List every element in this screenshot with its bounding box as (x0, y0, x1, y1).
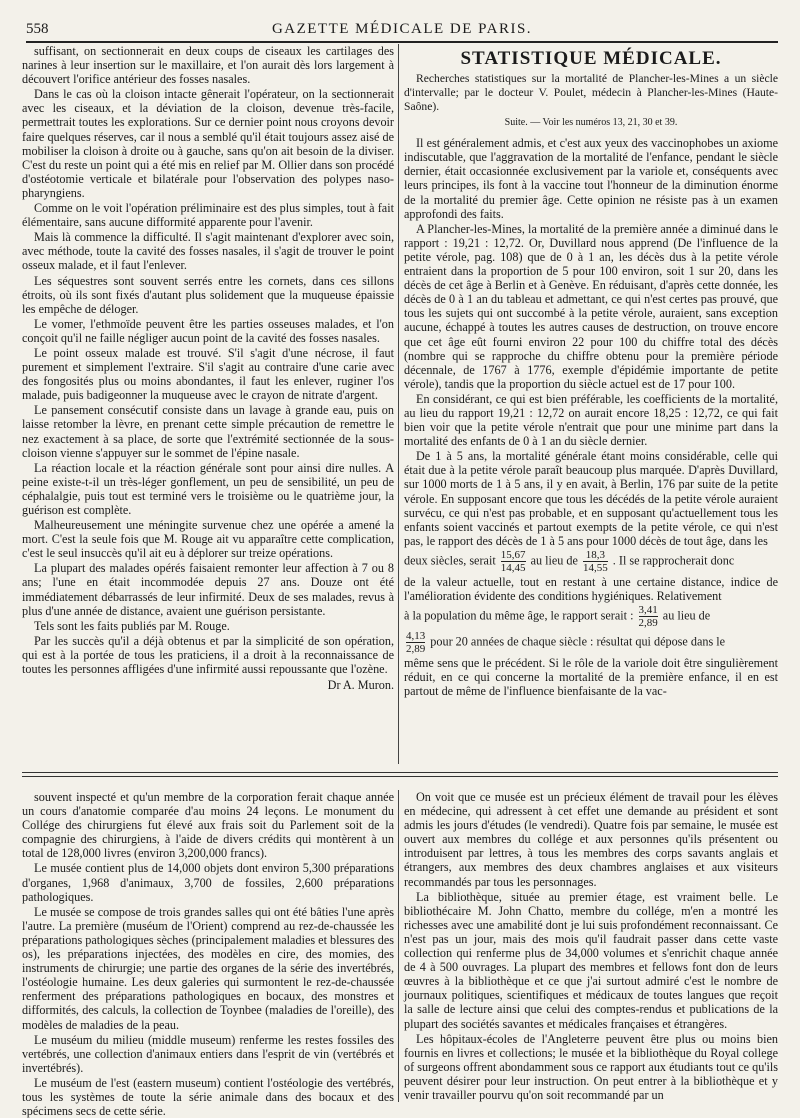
paragraph: De 1 à 5 ans, la mortalité générale étant moins considérable, celle qui était due à la petite vérole paraît beaucoup plus marquée. D'après Duvillard, sur 1000 morts de 1 à 5 ans, il y en avait, à Berlin, 176 par suite de la petite vérole. En supposant encore que tous les décédés de la petite vérole auraient survécu, ce qui n'est pas probable, et en supposant qu'actuellement tous les enfants soient vaccinés et partout exempts de la petite vérole, ce qui n'est pas, le rapport des décès de 1 à 5 ans pour 1000 décès de tout âge, dans les (404, 449, 778, 548)
article-body (404, 136, 778, 548)
formula-line-3 (404, 630, 778, 655)
page-header (26, 10, 778, 43)
fraction-1-numerator: 15,67 (500, 548, 526, 561)
after-formula-1: de la valeur actuelle, tout en restant à une certaine distance, indice de l'amélioration évidente des conditions hygiéniques. Relativement (404, 574, 778, 603)
paragraph: Dans le cas où la cloison intacte gênerait l'opérateur, on la sectionnerait avec les ciseaux, et la déviation de la cloison, devenue très-facile, permettrait toutes les explorations. Sur ce dernier point nous croyons devoir faire quelques réserves, car il nous a semblé qu'il était toujours assez aisé de mobiliser la cloison à droite ou à gauche, sans qu'on ait besoin de la diviser. C'est du reste un point qui a été mis en relief par M. Ollier dans son procédé d'ostéotomie verticale et bilatérale pour l'observation des polypes naso-pharyngiens. (22, 87, 394, 200)
paragraph: On voit que ce musée est un précieux élément de travail pour les élèves en médecine, qui adressent à cet effet une demande au président et sont admis les jours d'études (le vendredi). Quatre fois par semaine, le musée est ouvert aux membres du collége et aux personnes qu'ils présentent ou introduisent par lettres, à tous les membres des corps savants anglais et étrangers, aux membres des deux chambres anglaises et aux visiteurs recommandés par tous les personnages. (404, 790, 778, 889)
formula-line-2 (404, 604, 778, 629)
paragraph: En considérant, ce qui est bien préférable, les coefficients de la mortalité, au lieu du rapport 19,21 : 12,72 on aurait encore 18,25 : 12,72, ce qui fait bien voir que la petite vérole n'entrait que pour une minime part dans la mortalité des enfants de 0 à 1 an du siècle dernier. (404, 391, 778, 449)
fraction-1-denominator: 14,45 (500, 561, 526, 574)
formula-1-mid: au lieu de (530, 553, 578, 568)
paragraph: Tels sont les faits publiés par M. Rouge. (34, 618, 230, 633)
page-number: 558 (26, 21, 49, 37)
fraction-4-denominator: 2,89 (406, 643, 426, 656)
paragraph: Il est généralement admis, et c'est aux yeux des vaccinophobes un axiome indiscutable, que l'aggravation de la mortalité de l'enfance, pendant le siècle dernier, était occasionnée exclusivement par la variole et, conséquents avec leurs principes, ils font à la vaccine tout l'honneur de la diminution énorme de la mortalité du premier âge. Cette opinion ne résiste pas à un examen approfondi des faits. (404, 136, 778, 221)
article-subtitle: Recherches statistiques sur la mortalité de Plancher-les-Mines a un siècle d'intervalle; par le docteur V. Poulet, médecin à Plancher-les-Mines (Haute-Saône). (404, 72, 778, 114)
fraction-2-numerator: 18,3 (583, 549, 608, 562)
column-divider-top (398, 44, 399, 764)
paragraph: Le muséum du milieu (middle museum) renferme les restes fossiles des vertébrés, une collection d'animaux entiers dans l'esprit de vin (vertébrés et invertébrés). (22, 1032, 394, 1075)
paragraph: Le musée contient plus de 14,000 objets dont environ 5,300 préparations d'organes, 1,968 d'animaux, 3,700 de fossiles, 2,600 préparations pathologiques. (22, 861, 394, 904)
right-top-column (404, 44, 778, 764)
fraction-3 (639, 604, 658, 629)
left-bottom-column (22, 790, 394, 1118)
section-divider-double (22, 776, 778, 777)
formula-2-tail: au lieu de (662, 608, 711, 623)
fraction-4 (406, 630, 425, 655)
section-divider (22, 772, 778, 773)
paragraph: La bibliothèque, située au premier étage, est vraiment belle. Le bibliothécaire M. John Chatto, membre du collége, m'en a montré les richesses avec une amabilité dont je lui suis profondément reconnaissant. Ce n'est pas un jour, mais des mois qu'il faudrait passer dans cette vaste collection qui renferme plus de 34,000 volumes et s'enrichit chaque année de 4 à 500 ouvrages. La plupart des membres et fellows font don de leurs œuvres à la bibliothèque et ce que j'ai surtout admiré c'est le nombre de journaux politiques, scientifiques et médicaux de toutes langues que reçoit la salle de lecture ainsi que celui des comptes-rendus et publications de la plupart des sociétés savantes et médicales françaises et étrangères. (404, 889, 778, 1031)
formula-1-lead: deux siècles, serait (404, 553, 496, 568)
paragraph: Les séquestres sont souvent serrés entre les cornets, dans ces sillons étroits, où ils sont fixés d'autant plus solidement que la muqueuse épaissie les empêche de déloger. (22, 273, 394, 316)
left-top-column (22, 44, 394, 764)
paragraph: Le muséum de l'est (eastern museum) contient l'ostéologie des vertébrés, tous les systèmes de toute la série animale dans des bocaux et des spécimens secs de cette série. (22, 1075, 394, 1118)
fraction-3-numerator: 3,41 (638, 604, 658, 617)
paragraph: Le point osseux malade est trouvé. S'il s'agit d'une nécrose, il faut purement et simplement l'extraire. S'il s'agit au contraire d'une carie avec des fongosités plus ou moins abondantes, il faut les enlever, ruginer l'os malade, puis badigeonner la muqueuse avec le crayon de nitrate d'argent. (22, 345, 394, 403)
section-title: STATISTIQUE MÉDICALE. (460, 48, 722, 69)
column-divider-bottom (398, 790, 399, 1102)
paragraph: Les hôpitaux-écoles de l'Angleterre peuvent être plus ou moins bien fournis en livres et collections; le musée et la bibliothèque du Royal college of surgeons offrent abondamment sous ce rapport aux étudiants tout ce qu'ils peuvent désirer pour leur instruction. On peut entrer à la bibliothèque et y venir travailler pourvu qu'on soit recommandé par un (404, 1031, 778, 1102)
paragraph: Le pansement consécutif consiste dans un lavage à grande eau, puis on laisse retomber la lèvre, en prenant cette simple précaution de remettre le nez exactement à sa place, de sorte que l'extrémité sectionnée de la sous-cloison vienne s'appuyer sur le sommet de l'épine nasale. (22, 403, 394, 460)
formula-3-tail: pour 20 années de chaque siècle : résultat qui dépose dans le (430, 634, 726, 649)
suite-note: Suite. — Voir les numéros 13, 21, 30 et 39. (504, 117, 678, 129)
formula-2-lead: à la population du même âge, le rapport serait : (404, 608, 634, 623)
paragraph: A Plancher-les-Mines, la mortalité de la première année a diminué dans le rapport : 19,21 : 12,72. Or, Duvillard nous apprend (De l'influence de la petite vérole, pag. 108) que de 0 à 1 an, les décès dus à la petite vérole entraient dans la proportion de 5 pour 100 environ, soit 1 sur 20, dans les décès de cet âge à Berlin et à Genève. En réduisant, d'après cette donnée, les décès de 0 à 1 an du tableau et admettant, ce qui n'est certes pas prouvé, que tous les sujets qui ont succombé à la petite vérole, auraient, sans exception aucune, échappé à toutes les autres causes de destruction, on trouve encore que cet âge eût fourni environ 22 pour 100 du chiffre total des décès (nombre qui se rapproche du chiffre obtenu pour la première période décennale, de 1767 à 1776, exemple d'épidémie importante de petite vérole), tandis que la proportion du siècle actuel est de 17 pour 100. (404, 221, 778, 391)
paragraph: La réaction locale et la réaction générale sont pour ainsi dire nulles. A peine existe-t-il un très-léger gonflement, un peu de sensibilité, un peu de céphalalgie, puis tout est terminé vers le troisième ou le quatrième jour, la guérison est complète. (22, 460, 394, 517)
paragraph: Le vomer, l'ethmoïde peuvent être les parties osseuses malades, et l'on conçoit qu'il ne faille négliger aucun point de la cavité des fosses nasales. (22, 316, 394, 345)
paragraph: suffisant, on sectionnerait en deux coups de ciseaux les cartilages des narines à leur insertion sur le maxillaire, et l'on aurait dès lors largement à découvert l'orifice antérieur des fosses nasales. (22, 44, 394, 87)
right-bottom-column (404, 790, 778, 1102)
paragraph: La plupart des malades opérés faisaient remonter leur affection à 7 ou 8 ans; l'une en était incommodée depuis 27 ans. Douze ont été immédiatement débarrassés de leur infirmité. Deux de ses malades, revus à plus d'une année de distance, avaient une guérison persistante. (22, 561, 394, 618)
fraction-2-denominator: 14,55 (583, 561, 608, 574)
author-signature: Dr A. Muron. (327, 678, 394, 693)
paragraph: Mais là commence la difficulté. Il s'agit maintenant d'explorer avec soin, avec méthode, toute la cavité des fosses nasales, il s'agit de trouver le point osseux malade, et il faut l'enlever. (22, 230, 394, 273)
paragraph: Par les succès qu'il a déjà obtenus et par la simplicité de son opération, qui est à la portée de tous les praticiens, il a droit à la reconnaissance de toutes les personnes affligées d'une infirmité aussi repoussante que l'ozène. (22, 633, 394, 677)
journal-title: GAZETTE MÉDICALE DE PARIS. (271, 21, 533, 37)
paragraph: Le musée se compose de trois grandes salles qui ont été bâties l'une après l'autre. La première (muséum de l'Orient) comprend au rez-de-chaussée les préparations pathologiques sèches (principalement maladies et blessures des os), les préparations injectées, des modèles en cire, des momies, des instruments de chirurgie; une partie des organes de la série des invertébrés, l'ostéologie humaine. Les deux galeries qui surmontent le rez-de-chaussée renferment des préparations pathologiques en bocaux, des monstres et difformités, des calculs, la collection de Toynbee (maladies de l'oreille), des modèles de maladies de la peau. (22, 904, 394, 1032)
paragraph: Comme on le voit l'opération préliminaire est des plus simples, tout à fait élémentaire, sans aucune difformité apparente pour l'avenir. (22, 201, 394, 230)
formula-line-1 (404, 549, 778, 574)
paragraph: souvent inspecté et qu'un membre de la corporation ferait chaque année un cours d'anatomie comparée d'au moins 24 leçons. Le monument du Collége des chirurgiens fut élevé aux frais soit du Parlement soit de la compagnie des chirurgiens, à l'aide de divers crédits qui montèrent à un total de 128,000 livres (environ 3,200,000 francs). (22, 790, 394, 861)
formula-1-tail: . Il se rapprocherait donc (612, 553, 735, 568)
fraction-2 (583, 549, 608, 574)
fraction-3-denominator: 2,89 (638, 617, 658, 630)
fraction-4-numerator: 4,13 (406, 630, 426, 643)
closing-paragraph: même sens que le précédent. Si le rôle de la variole doit être singulièrement réduit, en ce qui concerne la mortalité de la première enfance, il en est partout de même de l'influence bienfaisante de la vac- (404, 656, 778, 699)
fraction-1 (501, 549, 526, 574)
paragraph: Malheureusement une méningite survenue chez une opérée a amené la mort. C'est la seule fois que M. Rouge ait vu apparaître cette complication, c'est le seul insuccès qu'il ait eu à déplorer sur treize opérations. (22, 518, 394, 561)
